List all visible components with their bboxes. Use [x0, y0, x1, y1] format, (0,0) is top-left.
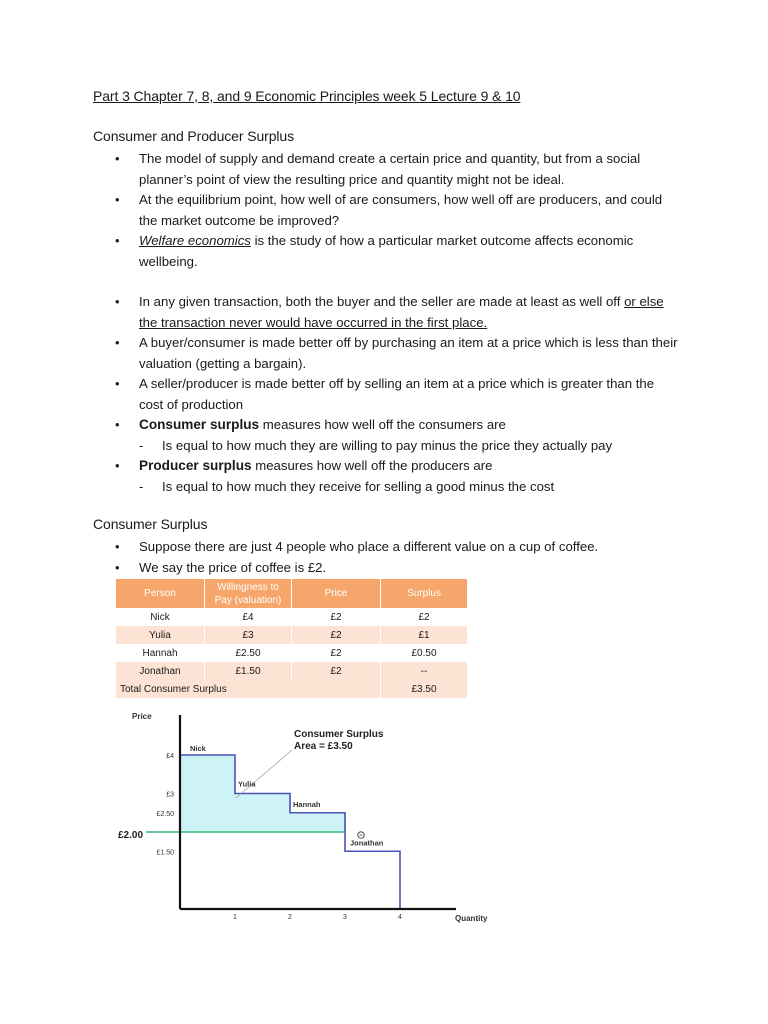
table-header: Willingness to Pay (valuation): [205, 579, 292, 608]
cursor-hand-icon: [358, 832, 364, 838]
consumer-surplus-table: [116, 579, 468, 698]
surplus-bullet-list-2: [0, 292, 768, 497]
consumer-surplus-bullets: [0, 537, 768, 578]
total-label: Total Consumer Surplus: [116, 680, 381, 698]
table-cell: £2: [292, 644, 381, 662]
y-tick-label: £4: [166, 753, 174, 760]
table-row: [116, 626, 468, 644]
list-item: - Is equal to how much they are willing to pay minus the price they actually pay: [139, 437, 613, 453]
consumer-surplus-term: Consumer surplus: [139, 417, 260, 432]
annotation-pointer: [236, 750, 292, 798]
surplus-bullet-list-1: [0, 149, 768, 272]
list-item: • In any given transaction, both the buyer and the seller are made at least as well off or else the transaction never would have occurred in the first place.: [115, 294, 664, 330]
step-label: Jonathan: [350, 838, 384, 848]
step-label: Nick: [190, 744, 206, 753]
list-item: • We say the price of coffee is £2.: [115, 559, 327, 575]
list-item: • Consumer surplus measures how well off the consumers are: [115, 417, 506, 432]
chart-title: Consumer Surplus: [294, 729, 384, 740]
table-cell: Yulia: [116, 626, 205, 644]
table-header-row: [116, 579, 468, 608]
table-header: Surplus: [381, 579, 468, 608]
table-cell: £2: [292, 626, 381, 644]
list-item: • At the equilibrium point, how well of are consumers, how well off are producers, and could the market outcome be improved?: [115, 192, 663, 228]
table-cell: £4: [205, 608, 292, 626]
table-cell: £1: [381, 626, 468, 644]
x-axis-label: Quantity: [455, 914, 488, 923]
step-label: Yulia: [238, 779, 256, 789]
table-cell: Jonathan: [116, 662, 205, 680]
chart-annotation: Area = £3.50: [294, 741, 353, 752]
table-row: [116, 608, 468, 626]
table-cell: £2: [292, 608, 381, 626]
table-cell: Nick: [116, 608, 205, 626]
table-row: [116, 644, 468, 662]
total-value: £3.50: [381, 680, 468, 698]
list-item: • A seller/producer is made better off by selling an item at a price which is greater than the cost of production: [115, 376, 655, 412]
producer-surplus-term: Producer surplus: [139, 458, 252, 473]
list-item: - Is equal to how much they receive for selling a good minus the cost: [139, 478, 555, 494]
section-heading-consumer-surplus: Consumer Surplus: [93, 516, 208, 532]
document-title: Part 3 Chapter 7, 8, and 9 Economic Principles week 5 Lecture 9 & 10: [93, 88, 521, 104]
consumer-surplus-chart: [116, 705, 496, 927]
y-tick-label: £2.50: [156, 810, 174, 818]
step-label: Hannah: [293, 799, 321, 809]
chart-svg: [116, 705, 496, 927]
section-heading-surplus: Consumer and Producer Surplus: [93, 128, 294, 144]
table-header: Person: [116, 579, 205, 608]
y-tick-labels: [156, 753, 174, 856]
y-axis-label: Price: [132, 712, 152, 721]
list-item: • Welfare economics is the study of how a particular market outcome affects economic wellbeing.: [115, 233, 634, 269]
table-cell: £1.50: [205, 662, 292, 680]
y-tick-label: £1.50: [156, 849, 174, 857]
welfare-economics-term: Welfare economics: [139, 233, 251, 248]
x-tick-labels: [233, 914, 402, 921]
table-cell: £3: [205, 626, 292, 644]
table-cell: £0.50: [381, 644, 468, 662]
table-total-row: [116, 680, 468, 698]
table-cell: £2: [292, 662, 381, 680]
table-cell: £2: [381, 608, 468, 626]
price-label: £2.00: [118, 830, 144, 841]
table-header: Price: [292, 579, 381, 608]
list-item: • Suppose there are just 4 people who place a different value on a cup of coffee.: [115, 539, 599, 554]
table-cell: Hannah: [116, 644, 205, 662]
list-item: • Producer surplus measures how well off the producers are: [115, 458, 493, 473]
table-row: [116, 662, 468, 680]
table-cell: --: [381, 662, 468, 680]
x-tick-label: 1: [233, 914, 237, 921]
x-tick-label: 2: [288, 914, 292, 921]
y-tick-label: £3: [166, 791, 174, 799]
table-cell: £2.50: [205, 644, 292, 662]
x-tick-label: 4: [398, 914, 402, 921]
x-tick-label: 3: [343, 914, 347, 921]
list-item: • The model of supply and demand create a certain price and quantity, but from a social planner’s point of view the resulting price and quantity might not be ideal.: [115, 151, 641, 187]
list-item: • A buyer/consumer is made better off by purchasing an item at a price which is less than their valuation (getting a bargain).: [115, 335, 678, 371]
